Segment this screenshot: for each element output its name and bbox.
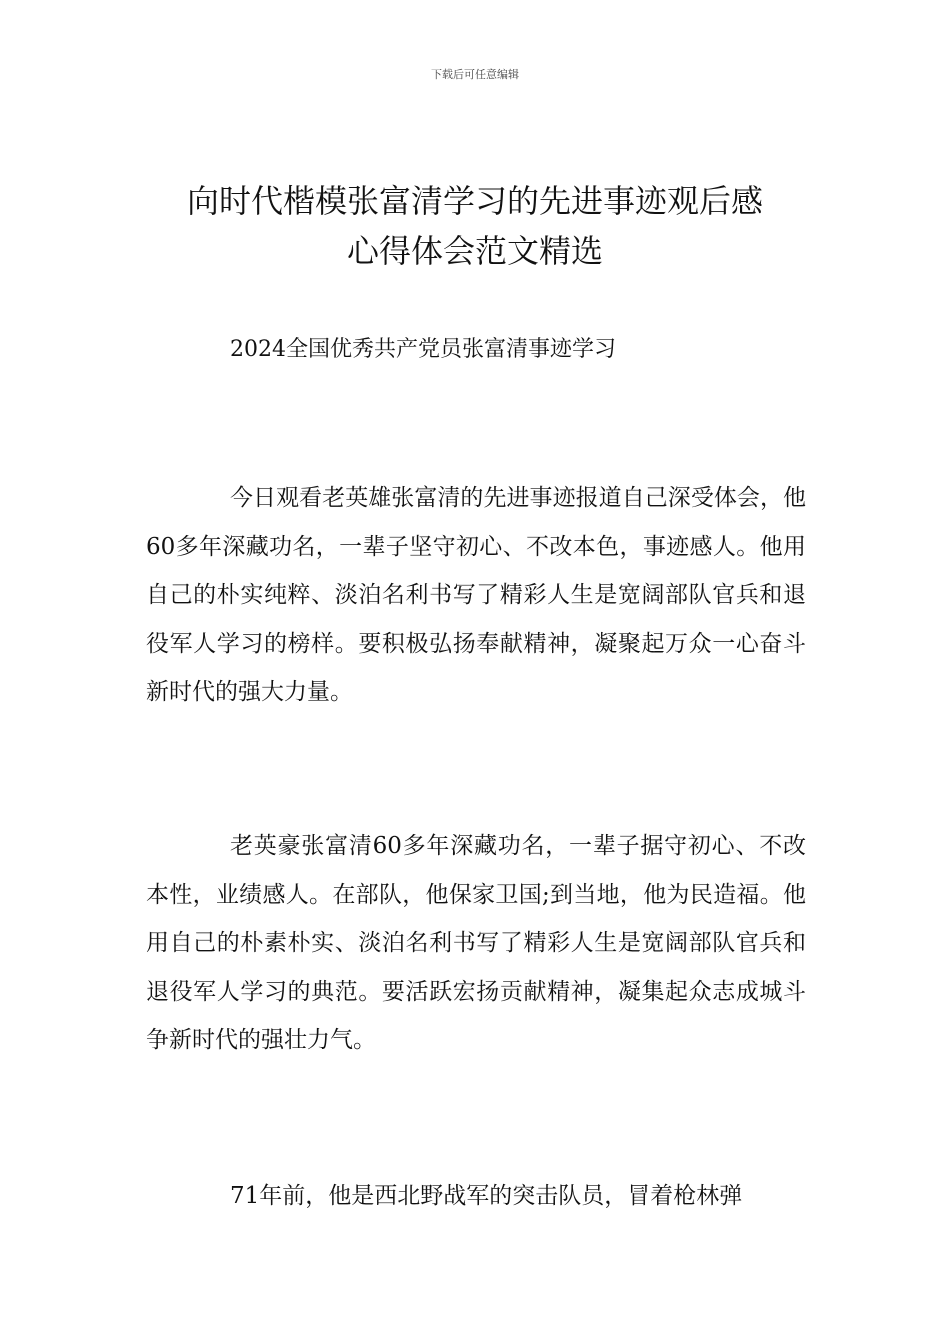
- title-line-1: 向时代楷模张富清学习的先进事迹观后感: [186, 182, 763, 220]
- paragraph-3: 71年前，他是西北野战军的突击队员，冒着枪林弹: [230, 1183, 743, 1209]
- paragraph-1: 今日观看老英雄张富清的先进事迹报道自己深受体会，他60多年深藏功名，一辈子坚守初心、不改本色，事迹感人。他用自己的朴实纯粹、淡泊名利书写了精彩人生是宽阔部队官兵和退役军人学习的榜样。要积极弘扬奉献精神，凝聚起万众一心奋斗新时代的强大力量。: [146, 485, 806, 705]
- document-title: [120, 176, 830, 276]
- document-subtitle: 2024全国优秀共产党员张富清事迹学习: [230, 337, 616, 362]
- paragraph-2: 老英豪张富清60多年深藏功名，一辈子据守初心、不改本性，业绩感人。在部队，他保家卫国;到当地，他为民造福。他用自己的朴素朴实、淡泊名利书写了精彩人生是宽阔部队官兵和退役军人学习的典范。要活跃宏扬贡献精神，凝集起众志成城斗争新时代的强壮力气。: [146, 833, 806, 1053]
- header-note: 下载后可任意编辑: [431, 68, 519, 81]
- title-line-2: 心得体会范文精选: [346, 232, 603, 270]
